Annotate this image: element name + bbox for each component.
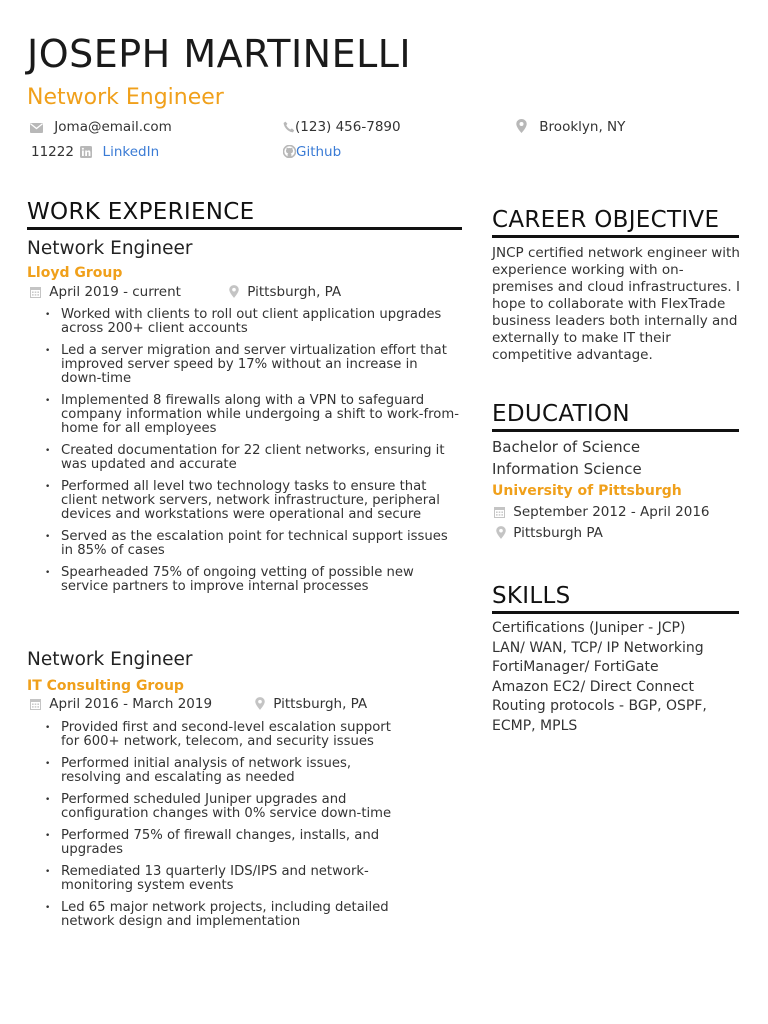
job-location-row	[255, 695, 367, 713]
map-pin-icon	[255, 695, 265, 713]
location-text: Brooklyn, NY	[539, 119, 626, 135]
education-location: Pittsburgh PA	[513, 525, 603, 541]
github-icon	[283, 143, 296, 161]
calendar-icon	[30, 695, 41, 713]
calendar-icon	[494, 502, 505, 523]
field-of-study: Information Science	[492, 460, 642, 478]
list-item: • Performed scheduled Juniper upgrades and configuration changes with 0% service down-time	[27, 793, 407, 821]
job-location: Pittsburgh, PA	[247, 284, 342, 300]
linkedin-link[interactable]: LinkedIn	[102, 144, 160, 160]
job-title: Network Engineer	[27, 649, 193, 670]
email-row	[30, 118, 172, 136]
job-location: Pittsburgh, PA	[273, 696, 368, 712]
work-experience-heading: WORK EXPERIENCE	[27, 198, 462, 230]
skill-item: LAN/ WAN, TCP/ IP Networking	[492, 639, 704, 656]
list-item: • Remediated 13 quarterly IDS/IPS and network- monitoring system events	[27, 865, 407, 893]
map-pin-icon	[516, 118, 527, 136]
list-item: • Served as the escalation point for technical support issues in 85% of cases	[27, 530, 459, 558]
job-bullets	[27, 721, 407, 937]
job-bullets	[27, 308, 459, 602]
company-name: Lloyd Group	[27, 265, 123, 281]
candidate-role: Network Engineer	[27, 85, 224, 110]
list-item: • Worked with clients to roll out client application upgrades across 200+ client accounts	[27, 308, 459, 336]
skill-item: Certifications (Juniper - JCP)	[492, 620, 686, 636]
list-item: • Performed 75% of firewall changes, installs, and upgrades	[27, 829, 407, 857]
job-dates-row	[30, 695, 212, 713]
candidate-name: JOSEPH MARTINELLI	[27, 32, 412, 76]
list-item: • Provided first and second-level escalation support for 600+ network, telecom, and security issues	[27, 721, 407, 749]
phone-text[interactable]: (123) 456-7890	[295, 119, 401, 135]
skills-heading: SKILLS	[492, 582, 739, 614]
postal-code-text: 11222	[31, 144, 74, 160]
skills-list	[492, 619, 727, 736]
job-dates: April 2019 - current	[49, 284, 181, 300]
envelope-icon	[30, 118, 43, 136]
skill-item: Routing protocols - BGP, OSPF, ECMP, MPLS	[492, 698, 707, 734]
list-item: • Spearheaded 75% of ongoing vetting of possible new service partners to improve internal processes	[27, 566, 459, 594]
list-item: • Implemented 8 firewalls along with a VPN to safeguard company information while undergoing a shift to work-from-home for all employees	[27, 394, 459, 436]
list-item: • Led 65 major network projects, including detailed network design and implementation	[27, 901, 407, 929]
degree: Bachelor of Science	[492, 438, 641, 456]
education-dates-row	[494, 502, 724, 544]
school-name: University of Pittsburgh	[492, 483, 682, 499]
list-item: • Performed initial analysis of network issues, resolving and escalating as needed	[27, 757, 407, 785]
github-link[interactable]: Github	[296, 144, 342, 160]
company-name: IT Consulting Group	[27, 678, 184, 694]
career-objective-heading: CAREER OBJECTIVE	[492, 206, 739, 238]
phone-row	[283, 118, 401, 136]
job-dates: April 2016 - March 2019	[49, 696, 213, 712]
list-item: • Led a server migration and server virtualization effort that improved server speed by 17% without an increase in down-time	[27, 344, 459, 386]
education-heading: EDUCATION	[492, 400, 739, 432]
list-item: • Performed all level two technology tasks to ensure that client network servers, network infrastructure, peripheral devices and workstations were operational and secure	[27, 480, 459, 522]
github-row	[283, 143, 341, 161]
map-pin-icon	[229, 283, 239, 301]
list-item: • Created documentation for 22 client networks, ensuring it was updated and accurate	[27, 444, 459, 472]
location-row	[516, 118, 625, 136]
job-title: Network Engineer	[27, 238, 193, 259]
education-dates: September 2012 - April 2016	[513, 504, 710, 520]
phone-icon	[283, 118, 295, 136]
skill-item: Amazon EC2/ Direct Connect	[492, 678, 694, 695]
linkedin-row	[31, 143, 159, 161]
email-text[interactable]: Joma@email.com	[54, 119, 172, 135]
linkedin-icon	[80, 143, 92, 161]
skill-item: FortiManager/ FortiGate	[492, 659, 659, 675]
job-location-row	[229, 283, 341, 301]
career-objective-text: JNCP certified network engineer with experience working with on-premises and cloud infrastructures. I hope to collaborate with FlexTrade business leaders both internally and externally to make IT their competitive advantage.	[492, 245, 740, 363]
map-pin-icon	[496, 523, 506, 544]
calendar-icon	[30, 283, 41, 301]
job-dates-row	[30, 283, 181, 301]
